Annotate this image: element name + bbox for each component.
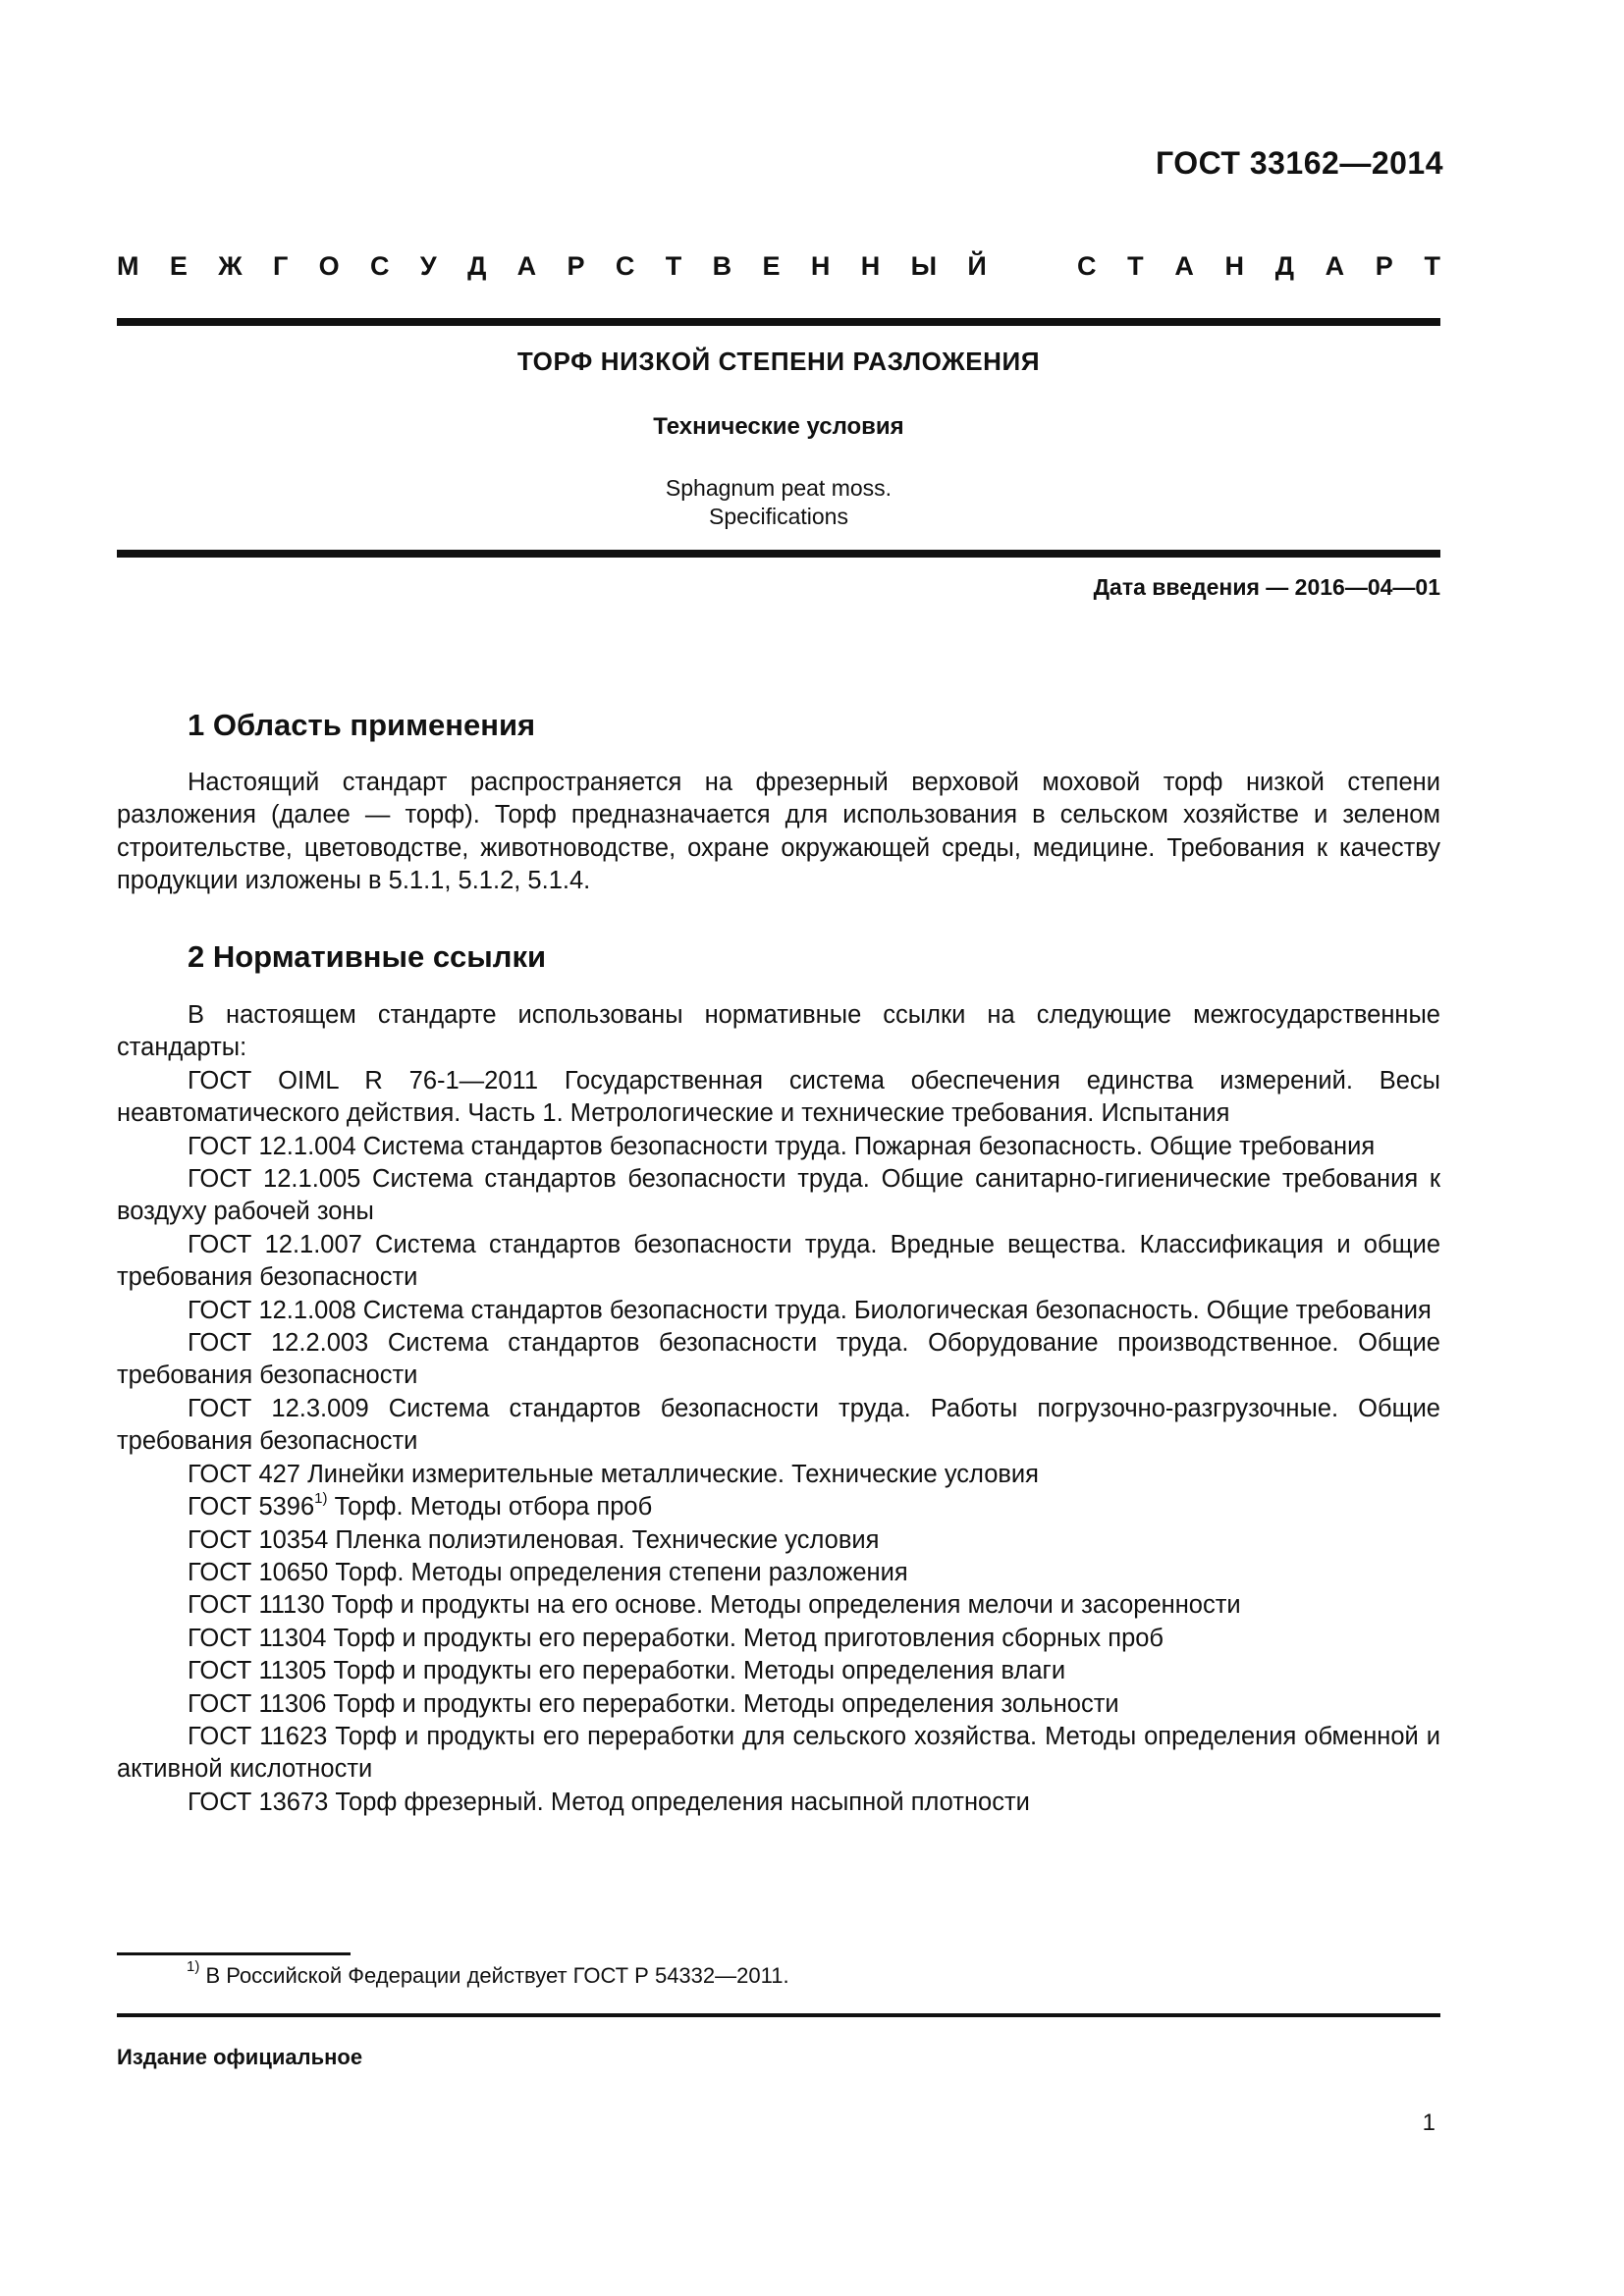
standard-letter: Д bbox=[1274, 251, 1294, 281]
standard-type-header bbox=[117, 251, 1440, 282]
introduction-date: Дата введения — 2016—04—01 bbox=[1093, 574, 1440, 600]
standard-letter: А bbox=[1174, 251, 1194, 281]
standard-type-word-standard bbox=[1077, 251, 1440, 282]
reference-item: ГОСТ 12.1.007 Система стандартов безопасности труда. Вредные вещества. Классификация и общие требования безопасности bbox=[117, 1230, 1440, 1292]
interstate-letter: Й bbox=[967, 251, 987, 281]
document-number: ГОСТ 33162—2014 bbox=[1155, 145, 1443, 181]
interstate-letter: У bbox=[419, 251, 437, 281]
reference-item: ГОСТ 12.2.003 Система стандартов безопасности труда. Оборудование производственное. Общие требования безопасности bbox=[117, 1329, 1440, 1390]
reference-item: ГОСТ 11306 Торф и продукты его переработки. Методы определения зольности bbox=[188, 1689, 1119, 1718]
reference-item: ГОСТ 11130 Торф и продукты на его основе. Методы определения мелочи и засоренности bbox=[188, 1591, 1241, 1620]
interstate-letter: Т bbox=[665, 251, 682, 281]
footnote-separator bbox=[117, 1952, 351, 1955]
reference-item: ГОСТ 11623 Торф и продукты его переработки для сельского хозяйства. Методы определения обменной и активной кислотности bbox=[117, 1722, 1440, 1784]
reference-item: ГОСТ 427 Линейки измерительные металлические. Технические условия bbox=[188, 1460, 1039, 1488]
reference-item: ГОСТ OIML R 76-1—2011 Государственная система обеспечения единства измерений. Весы неавтоматического действия. Часть 1. Метрологические и технические требования. Испытания bbox=[117, 1066, 1440, 1128]
reference-item: ГОСТ 12.3.009 Система стандартов безопасности труда. Работы погрузочно-разгрузочные. Общие требования безопасности bbox=[117, 1394, 1440, 1456]
footnote-marker: 1) bbox=[314, 1490, 328, 1508]
english-title-line-2: Specifications bbox=[709, 504, 848, 529]
header-divider-top bbox=[117, 318, 1440, 326]
reference-5396-prefix: ГОСТ 5396 bbox=[188, 1493, 315, 1522]
header-divider-bottom bbox=[117, 550, 1440, 558]
section-heading-references: 2 Нормативные ссылки bbox=[188, 939, 547, 974]
interstate-letter: С bbox=[370, 251, 390, 281]
interstate-letter: Р bbox=[567, 251, 585, 281]
reference-item: ГОСТ 12.1.005 Система стандартов безопасности труда. Общие санитарно-гигиенические требования к воздуху рабочей зоны bbox=[117, 1165, 1440, 1226]
reference-item: ГОСТ 11305 Торф и продукты его переработки. Методы определения влаги bbox=[188, 1657, 1066, 1685]
reference-item: ГОСТ 11304 Торф и продукты его переработки. Метод приготовления сборных проб bbox=[188, 1624, 1164, 1652]
reference-item: ГОСТ 12.1.004 Система стандартов безопасности труда. Пожарная безопасность. Общие требования bbox=[188, 1132, 1376, 1160]
section-heading-scope: 1 Область применения bbox=[188, 708, 536, 742]
reference-item: ГОСТ 10650 Торф. Методы определения степени разложения bbox=[188, 1558, 908, 1586]
interstate-letter: С bbox=[615, 251, 635, 281]
interstate-letter: Ж bbox=[218, 251, 243, 281]
document-subtitle: Технические условия bbox=[653, 413, 904, 440]
interstate-letter: Н bbox=[860, 251, 881, 281]
official-edition-label: Издание официальное bbox=[117, 2045, 363, 2069]
reference-item: ГОСТ 13673 Торф фрезерный. Метод определения насыпной плотности bbox=[188, 1788, 1030, 1816]
reference-item-5396 bbox=[117, 1491, 1440, 1523]
interstate-letter: Е bbox=[169, 251, 188, 281]
page-number: 1 bbox=[1422, 2109, 1435, 2136]
standard-letter: Т bbox=[1424, 251, 1440, 281]
scope-paragraph: Настоящий стандарт распространяется на фрезерный верховой моховой торф низкой степени разложения (далее — торф). Торф предназначается для использования в сельском хозяйстве и зеленом строительстве, цветоводстве, животноводстве, охране окружающей среды, медицине. Требования к качеству продукции изложены в 5.1.1, 5.1.2, 5.1.4. bbox=[117, 769, 1440, 895]
interstate-letter: Г bbox=[273, 251, 289, 281]
standard-letter: С bbox=[1077, 251, 1097, 281]
footer-divider bbox=[117, 2013, 1440, 2017]
interstate-letter: Ы bbox=[910, 251, 938, 281]
scope-text-block bbox=[117, 767, 1440, 898]
footnote-mark: 1) bbox=[187, 1958, 200, 1975]
interstate-letter: В bbox=[712, 251, 732, 281]
standard-letter: А bbox=[1325, 251, 1345, 281]
reference-item: ГОСТ 12.1.008 Система стандартов безопасности труда. Биологическая безопасность. Общие требования bbox=[188, 1296, 1432, 1324]
references-list bbox=[117, 999, 1440, 1819]
interstate-letter: Н bbox=[810, 251, 831, 281]
references-intro: В настоящем стандарте использованы нормативные ссылки на следующие межгосударственные стандарты: bbox=[117, 1001, 1440, 1062]
standard-letter: Н bbox=[1224, 251, 1245, 281]
interstate-letter: Е bbox=[762, 251, 781, 281]
standard-letter: Р bbox=[1375, 251, 1393, 281]
footnote-text: В Российской Федерации действует ГОСТ Р 54332—2011. bbox=[199, 1963, 789, 1988]
reference-item: ГОСТ 10354 Пленка полиэтиленовая. Технические условия bbox=[188, 1525, 880, 1554]
interstate-letter: М bbox=[117, 251, 139, 281]
reference-5396-suffix: Торф. Методы отбора проб bbox=[327, 1493, 653, 1522]
interstate-letter: А bbox=[516, 251, 537, 281]
english-title-line-1: Sphagnum peat moss. bbox=[665, 475, 893, 501]
interstate-letter: Д bbox=[467, 251, 487, 281]
standard-letter: Т bbox=[1127, 251, 1144, 281]
standard-type-word-interstate bbox=[117, 251, 987, 282]
interstate-letter: О bbox=[318, 251, 340, 281]
footnote bbox=[187, 1958, 789, 1989]
document-title: ТОРФ НИЗКОЙ СТЕПЕНИ РАЗЛОЖЕНИЯ bbox=[516, 347, 1041, 376]
